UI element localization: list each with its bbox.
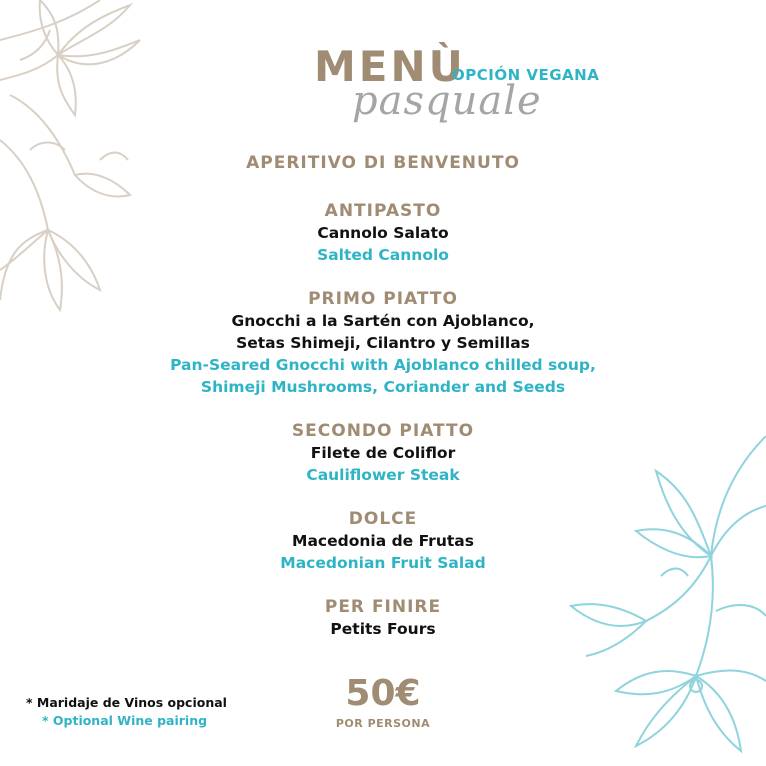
dish-english: Macedonian Fruit Salad: [280, 554, 486, 572]
course-per-finire: [0, 596, 766, 640]
menu-body: [0, 150, 766, 662]
wine-pairing-spanish: * Maridaje de Vinos opcional: [26, 695, 227, 710]
menu-title: MENÙ: [314, 42, 466, 91]
dish-spanish: Petits Fours: [330, 620, 436, 638]
dish-spanish: Filete de Coliflor: [310, 444, 456, 462]
course-dolce: [0, 508, 766, 574]
course-title: DOLCE: [348, 509, 418, 529]
menu-header: [0, 42, 766, 142]
dish-spanish: Macedonia de Frutas: [292, 532, 474, 550]
price-value: 50€: [345, 673, 421, 714]
dish-english: Cauliflower Steak: [306, 466, 460, 484]
dish-spanish: Setas Shimeji, Cilantro y Semillas: [236, 334, 530, 352]
dish-spanish: Cannolo Salato: [317, 224, 449, 242]
course-secondo-piatto: [0, 420, 766, 486]
wine-pairing-english: * Optional Wine pairing: [42, 713, 208, 728]
pasquale-script-title: pasquale: [352, 78, 542, 124]
price-per-person-label: POR PERSONA: [335, 717, 431, 730]
dish-spanish: Gnocchi a la Sartén con Ajoblanco,: [231, 312, 535, 330]
welcome-aperitif: APERITIVO DI BENVENUTO: [246, 153, 520, 173]
course-antipasto: [0, 200, 766, 266]
course-primo-piatto: [0, 288, 766, 398]
dish-english: Shimeji Mushrooms, Coriander and Seeds: [200, 378, 566, 396]
course-title: PER FINIRE: [324, 597, 442, 617]
dish-english: Salted Cannolo: [317, 246, 449, 264]
course-title: ANTIPASTO: [324, 201, 442, 221]
vegan-option-label: OPCIÓN VEGANA: [452, 66, 600, 84]
wine-pairing-note: [26, 694, 236, 730]
dish-english: Pan-Seared Gnocchi with Ajoblanco chilled soup,: [170, 356, 596, 374]
course-title: SECONDO PIATTO: [291, 421, 475, 441]
course-title: PRIMO PIATTO: [308, 289, 458, 309]
price-block: [300, 672, 466, 732]
